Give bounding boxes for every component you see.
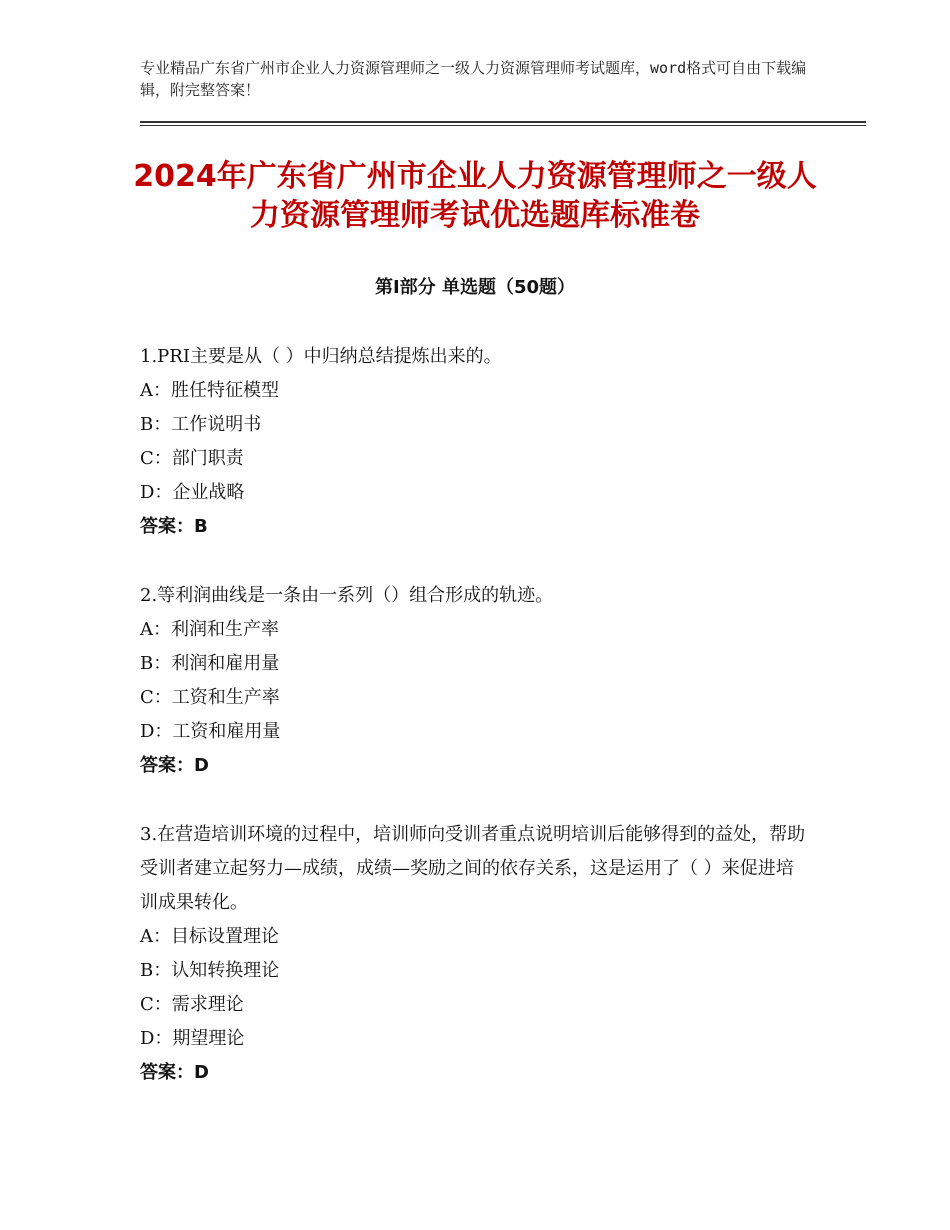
question-2 xyxy=(140,579,810,783)
question-1 xyxy=(140,340,810,544)
option-c: C：工资和生产率 xyxy=(140,687,280,708)
option-c: C：需求理论 xyxy=(140,994,244,1015)
section-title: 第Ⅰ部分 单选题（50题） xyxy=(374,277,575,298)
option-d: D：企业战略 xyxy=(140,482,245,503)
option-a: A：目标设置理论 xyxy=(140,926,279,947)
header-divider-thin xyxy=(140,125,866,126)
question-3 xyxy=(140,818,810,1090)
option-d: D：工资和雇用量 xyxy=(140,721,281,742)
answer: 答案：B xyxy=(140,516,208,537)
option-a: A：胜任特征模型 xyxy=(140,380,279,401)
question-stem: 2.等利润曲线是一条由一系列（）组合形成的轨迹。 xyxy=(140,585,554,606)
option-a: A：利润和生产率 xyxy=(140,619,279,640)
header-divider-thick xyxy=(140,121,866,123)
option-d: D：期望理论 xyxy=(140,1028,245,1049)
answer: 答案：D xyxy=(140,1062,209,1083)
answer: 答案：D xyxy=(140,755,209,776)
question-stem: 1.PRI主要是从（ ）中归纳总结提炼出来的。 xyxy=(140,346,502,367)
option-c: C：部门职责 xyxy=(140,448,244,469)
option-b: B：认知转换理论 xyxy=(140,960,280,981)
option-b: B：利润和雇用量 xyxy=(140,653,280,674)
header-note: 专业精品广东省广州市企业人力资源管理师之一级人力资源管理师考试题库，word格式可自由下载编辑，附完整答案！ xyxy=(140,59,807,99)
document-title: 2024年广东省广州市企业人力资源管理师之一级人力资源管理师考试优选题库标准卷 xyxy=(133,159,817,233)
question-stem: 3.在营造培训环境的过程中，培训师向受训者重点说明培训后能够得到的益处，帮助受训者建立起努力—成绩，成绩—奖励之间的依存关系，这是运用了（ ）来促进培训成果转化。 xyxy=(140,824,806,913)
option-b: B：工作说明书 xyxy=(140,414,262,435)
